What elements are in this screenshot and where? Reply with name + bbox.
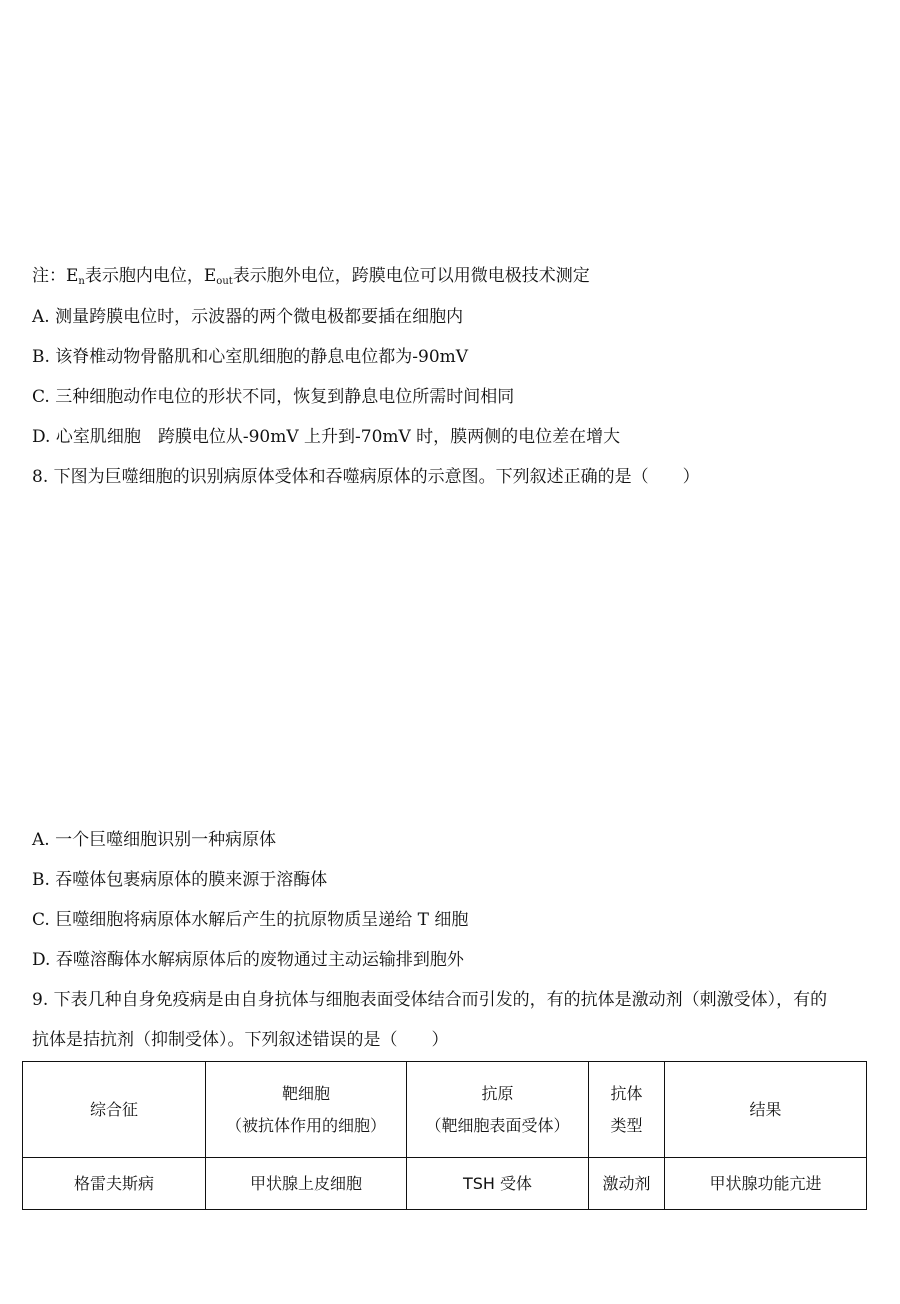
note-mid: 表示胞内电位，E bbox=[84, 266, 217, 286]
note-line bbox=[32, 264, 590, 294]
table-cell: 甲状腺上皮细胞 bbox=[206, 1158, 407, 1210]
header-result: 结果 bbox=[665, 1062, 867, 1158]
q9-stem-line1: 9. 下表几种自身免疫病是由自身抗体与细胞表面受体结合而引发的，有的抗体是激动剂（刺激受体），有的 bbox=[32, 990, 828, 1010]
header-antigen: 抗原 （靶细胞表面受体） bbox=[407, 1062, 589, 1158]
q8-option-b: B. 吞噬体包裹病原体的膜来源于溶酶体 bbox=[32, 870, 328, 890]
note-suffix: 表示胞外电位，跨膜电位可以用微电极技术测定 bbox=[232, 266, 590, 286]
q7-option-a: A. 测量跨膜电位时，示波器的两个微电极都要插在细胞内 bbox=[32, 307, 464, 327]
table-cell: 激动剂 bbox=[589, 1158, 665, 1210]
table-header-row bbox=[23, 1062, 867, 1158]
table-cell: TSH 受体 bbox=[407, 1158, 589, 1210]
q9-stem-line2: 抗体是拮抗剂（抑制受体）。下列叙述错误的是（ ） bbox=[32, 1030, 449, 1050]
header-target-cell: 靶细胞 （被抗体作用的细胞） bbox=[206, 1062, 407, 1158]
table-cell: 格雷夫斯病 bbox=[23, 1158, 206, 1210]
table-cell: 甲状腺功能亢进 bbox=[665, 1158, 867, 1210]
q7-option-d: D. 心室肌细胞 跨膜电位从-90mV 上升到-70mV 时，膜两侧的电位差在增大 bbox=[32, 427, 621, 447]
note-sub-in: n bbox=[78, 276, 85, 287]
q7-option-b: B. 该脊椎动物骨骼肌和心室肌细胞的静息电位都为-90mV bbox=[32, 347, 469, 367]
q7-option-c: C. 三种细胞动作电位的形状不同，恢复到静息电位所需时间相同 bbox=[32, 387, 515, 407]
note-prefix: 注：E bbox=[32, 266, 79, 286]
q8-option-a: A. 一个巨噬细胞识别一种病原体 bbox=[32, 830, 277, 850]
note-sub-out: out bbox=[216, 276, 233, 287]
header-antibody-type: 抗体 类型 bbox=[589, 1062, 665, 1158]
q8-option-d: D. 吞噬溶酶体水解病原体后的废物通过主动运输排到胞外 bbox=[32, 950, 464, 970]
table-row bbox=[23, 1158, 867, 1210]
autoimmune-table bbox=[22, 1061, 867, 1210]
q8-option-c: C. 巨噬细胞将病原体水解后产生的抗原物质呈递给 T 细胞 bbox=[32, 910, 469, 930]
header-syndrome: 综合征 bbox=[23, 1062, 206, 1158]
q8-stem: 8. 下图为巨噬细胞的识别病原体受体和吞噬病原体的示意图。下列叙述正确的是（ ） bbox=[32, 467, 700, 487]
